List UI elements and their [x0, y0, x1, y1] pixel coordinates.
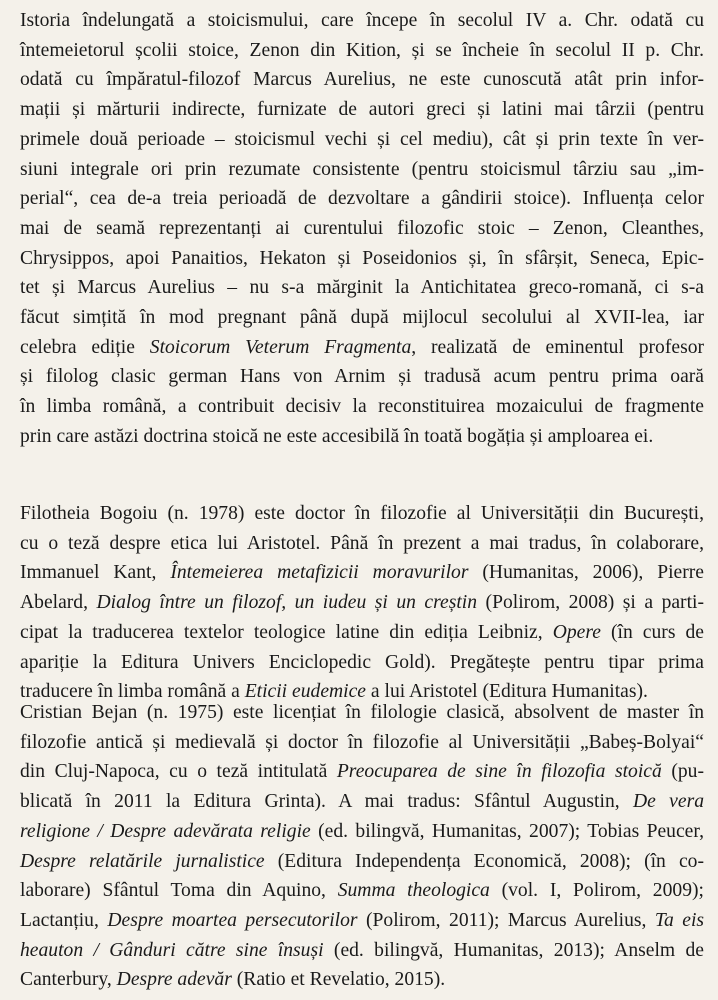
text-run: Cristian Bejan (n. 1975) este licențiat în filologie clasică, absolvent de master în	[20, 702, 704, 723]
text-run: Lactanțiu,	[20, 909, 108, 931]
text-run: (Polirom, 2011); Marcus Aurelius,	[357, 909, 655, 931]
text-line	[20, 65, 704, 95]
text-run: a lui Aristotel (Editura Humanitas).	[366, 681, 648, 703]
italic-title: Stoicorum Veterum Fragmenta	[149, 336, 412, 358]
text-line	[20, 422, 704, 452]
paragraph-bogoiu-bio	[20, 499, 704, 707]
text-run: (Polirom, 2008) și a parti-	[477, 592, 704, 614]
italic-title: Despre relatările jurnalistice	[20, 850, 265, 872]
text-run: în limba română, a contribuit decisiv la reconstituirea mozaicului de fragmente	[20, 396, 704, 418]
text-run: mații și mărturii indirecte, furnizate de autori greci și latini mai târzii (pentru	[20, 99, 704, 121]
text-line	[20, 214, 704, 244]
text-run: Istoria îndelungată a stoicismului, care începe în secolul IV a. Chr. odată cu	[20, 10, 704, 31]
paragraph-stoicism-intro	[20, 6, 704, 452]
text-line	[20, 184, 704, 214]
text-line	[20, 965, 704, 995]
text-run: și filolog clasic german Hans von Arnim și tradusă acum pentru prima oară	[20, 366, 704, 388]
text-line	[20, 95, 704, 125]
text-line	[20, 362, 704, 392]
text-run: (ed. bilingvă, Humanitas, 2007); Tobias Peucer,	[310, 820, 705, 842]
italic-title: heauton / Gânduri către sine însuși	[20, 939, 324, 961]
text-line	[20, 817, 704, 847]
italic-title: religione / Despre adevărata religie	[20, 820, 311, 842]
text-line	[20, 6, 704, 36]
text-run: cipat la traducerea textelor teologice latine din ediția Leibniz,	[20, 621, 553, 643]
italic-title: Despre moartea persecutorilor	[107, 909, 358, 931]
text-line	[20, 303, 704, 333]
italic-title: De vera	[632, 791, 704, 813]
italic-title: Eticii eudemice	[244, 681, 367, 703]
text-run: cu o teză despre etica lui Aristotel. Până în prezent a mai tradus, în colaborare,	[20, 532, 704, 554]
text-run: odată cu împăratul-filozof Marcus Aurelius, ne este cunoscută atât prin infor-	[20, 69, 704, 91]
text-run: (vol. I, Polirom, 2009);	[489, 880, 704, 902]
text-run: blicată în 2011 la Editura Grinta). A mai tradus: Sfântul Augustin,	[20, 791, 633, 813]
text-run: tet și Marcus Aurelius – nu s-a mărginit la Antichitatea greco-romană, ci s-a	[20, 277, 704, 299]
text-line	[20, 618, 704, 648]
text-run: Filotheia Bogoiu (n. 1978) este doctor în filozofie al Universității din București,	[20, 503, 704, 524]
text-line	[20, 333, 704, 363]
text-line	[20, 392, 704, 422]
paragraph-bejan-bio	[20, 698, 704, 995]
text-run: întemeietorul școlii stoice, Zenon din Kition, și se încheie în secolul II p. Chr.	[20, 39, 704, 61]
italic-title: Dialog între un filozof, un iudeu și un creștin	[96, 592, 478, 614]
text-run: prin care astăzi doctrina stoică ne este accesibilă în toată bogăția și amploarea ei.	[20, 425, 654, 447]
text-line	[20, 728, 704, 758]
text-run: (Humanitas, 2006), Pierre	[468, 562, 704, 584]
text-line	[20, 787, 704, 817]
text-line	[20, 906, 704, 936]
text-line	[20, 36, 704, 66]
text-line	[20, 125, 704, 155]
text-run: siuni integrale ori prin rezumate consistente (pentru stoicismul târziu sau „im-	[20, 158, 704, 180]
text-run: filozofie antică și medievală și doctor în filozofie al Universității „Babeș-Bolyai“	[20, 731, 704, 753]
text-run: traducere în limba română a	[20, 681, 245, 703]
text-line	[20, 847, 704, 877]
text-run: Abelard,	[20, 592, 97, 614]
text-line	[20, 558, 704, 588]
text-run: celebra ediție	[20, 336, 150, 358]
text-run: Immanuel Kant,	[20, 562, 171, 584]
text-run: primele două perioade – stoicismul vechi și cel mediu), cât și prin texte în ver-	[20, 128, 704, 150]
text-line	[20, 273, 704, 303]
text-line	[20, 244, 704, 274]
text-run: apariție la Editura Univers Enciclopedic Gold). Pregătește pentru tipar prima	[20, 651, 704, 673]
italic-title: Despre adevăr	[116, 969, 232, 991]
text-line	[20, 499, 704, 529]
text-run: (Ratio et Revelatio, 2015).	[231, 969, 446, 991]
italic-title: Ta eis	[654, 909, 705, 931]
text-run: (Editura Independența Economică, 2008); (în co-	[264, 850, 704, 872]
text-run: mai de seamă reprezentanți ai curentului filozofic stoic – Zenon, Cleanthes,	[20, 217, 704, 239]
italic-title: Întemeierea metafizicii moravurilor	[170, 562, 469, 584]
text-line	[20, 757, 704, 787]
text-line	[20, 936, 704, 966]
text-line	[20, 155, 704, 185]
text-line	[20, 529, 704, 559]
text-run: (ed. bilingvă, Humanitas, 2013); Anselm de	[323, 939, 705, 961]
text-line	[20, 698, 704, 728]
italic-title: Opere	[552, 621, 601, 643]
text-run: Canterbury,	[20, 969, 117, 991]
text-run: (în curs de	[600, 621, 704, 643]
text-run: făcut simțită în mod pregnant până după mijlocul secolului al XVII-lea, iar	[20, 307, 704, 329]
text-run: Chrysippos, apoi Panaitios, Hekaton și Poseidonios și, în sfârșit, Seneca, Epic-	[20, 247, 704, 269]
text-run: (pu-	[661, 761, 704, 783]
text-run: perial“, cea de-a treia perioadă de dezvoltare a gândirii stoice). Influența celor	[20, 188, 704, 210]
text-line	[20, 876, 704, 906]
text-run: laborare) Sfântul Toma din Aquino,	[20, 880, 338, 902]
text-run: din Cluj-Napoca, cu o teză intitulată	[20, 761, 337, 783]
italic-title: Summa theologica	[337, 880, 490, 902]
text-run: , realizată de eminentul profesor	[411, 336, 705, 358]
text-line	[20, 648, 704, 678]
italic-title: Preocuparea de sine în filozofia stoică	[336, 761, 662, 783]
text-line	[20, 588, 704, 618]
